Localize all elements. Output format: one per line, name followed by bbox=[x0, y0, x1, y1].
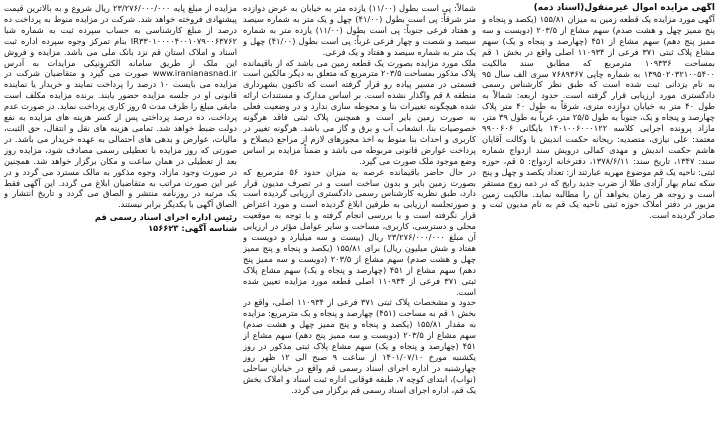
notice-paragraph-2: شمالاً: پی است بطول (۱۱/۰۰) یازده متر به خیابان به عرض دوازده متر شرقاً: پی است بطول (۴۱/۰۰) چهل و یک متر به شماره سیصد و هفتاد فرعی جنوباً: پی است بطول (۱۱/۰۰) یازده متر به شماره سیصد و شصت و چهار فرعی غرباً: پی است بطول (۴۱/۰۰) چهل و یک متر به شماره سیصد و هفتاد و یک فرعی. bbox=[243, 3, 476, 57]
notice-paragraph-3: ملک مورد مزایده بصورت یک قطعه زمین می باشد که از باقیمانده پلاک مذکور بمساحت ۲۰۳/۵ مترمربع که متعلق به دیگر مالکین است قسمتی در مسیر پیاده رو قرار گرفته است که تاکنون بشهرداری منطقه ۸ قم واگذار نشده است. بر اساس مدارک و مستندات ارائه شده هیچگونه تغییرات بنا و محوطه سازی ندارد و در وضعیت فعلی به صورت زمین بایر است و همچنین پلاک ثبتی فاقد هرگونه خصوصیات بنا، انشعاب آب و برق و گاز می باشد. هرگونه تغییر در کاربری و احداث بنا منوط به اخذ مجوزهای لازم از مراجع ذیصلاح و پرداخت عوارض قانونی مربوطه می باشد و ضمناً مزایده بر اساس وضع موجود ملک صورت می گیرد. bbox=[243, 57, 476, 166]
notice-title: آگهی مزایده اموال غیرمنقول(اسناد ذمه) bbox=[533, 3, 715, 13]
notice-paragraph-6: مزایده از مبلغ پایه ۲۳/۲۷۶/۰۰۰/۰۰۰ ریال شروع و به بالاترین قیمت پیشنهادی فروخته خواهد شد. شرکت در مزایده منوط به پرداخت ده درصد از مبلغ کارشناسی به حساب سپرده ثبت به شماره شبا IR۳۳۰۱۰۰۰۰۴۰۰۱۰۷۹۰۰۶۳۷۶۲ بنام تمرکز وجوه سپرده اداره ثبت اسناد و املاک استان قم نزد بانک ملی می باشد. مزایده و فروش این ملک از طریق سامانه الکترونیکی مزایدات به آدرس www.iranianasnad.ir صورت می گیرد و متقاضیان شرکت در مزایده می بایست ۱۰ درصد را پرداخت نمایند و خریدار یا نماینده قانونی او در جلسه مزایده حضور یابند. برنده مزایده مکلف است مابقی مبلغ را ظرف مدت ۵ روز کاری پرداخت نماید. در صورت عدم پرداخت، ده درصد پرداختی پس از کسر هزینه های مزایده به نفع دولت ضبط خواهد شد. تمامی هزینه های نقل و انتقال، حق الثبت، مالیات، عوارض و بدهی های احتمالی به عهده خریدار می باشد. در صورتی که روز مزایده با تعطیلی رسمی مصادف شود، مزایده روز بعد از تعطیلی در همان ساعت و مکان برگزار خواهد شد. همچنین در صورت وجود مازاد، وجوه مذکور به مالک مسترد می گردد و در غیر این صورت مراتب به متقاضیان ابلاغ می گردد. این آگهی فقط یک مرتبه در روزنامه منتشر و الصاق می گردد و تاریخ انتشار و الصاق آگهی با یکدیگر برابر نیستند. bbox=[4, 3, 237, 210]
notice-id: شناسه آگهی: ۱۵۶۶۲۳ bbox=[148, 223, 237, 234]
notice-paragraph-5: حدود و مشخصات پلاک ثبتی ۳۷۱ فرعی از ۱۱۰۹۳۴ اصلی، واقع در بخش ۱ قم به مساحت (۴۵۱) چهارصد و پنجاه و یک مترمربع: مزایده به مقدار ۱۵۵/۸۱ (یکصد و پنجاه و پنج ممیز چهل و هشت صدم) سهم مشاع از ۲۰۳/۵ (دویست و سه ممیز پنج دهم) سهم مشاع از ۴۵۱ (چهارصد و پنجاه و یک) سهم مشاع پلاک ثبتی مذکور در روز یکشنبه مورخ ۱۴۰۱/۰۷/۱۰ از ساعت ۹ صبح الی ۱۲ ظهر روز چهارشنبه در اداره اجرای اسناد رسمی قم واقع در خیابان ساحلی (نواب)، ابتدای کوچه ۷، طبقه فوقانی اداره ثبت اسناد و املاک بخش یک قم، اداره اجرای اسناد رسمی قم برگزار می گردد. bbox=[243, 297, 476, 395]
notice-page bbox=[4, 3, 715, 427]
notice-column-right bbox=[482, 3, 715, 427]
notice-paragraph-1: آگهی مورد مزایده یک قطعه زمین به میزان ۱۵۵/۸۱ (یکصد و پنجاه و پنج ممیز چهل و هشت صدم) سهم مشاع از ۲۰۳/۵ (دویست و سه ممیز پنج دهم) سهم مشاع از ۴۵۱ (چهارصد و پنجاه و یک) سهم مشاع پلاک ثبتی ۳۷۱ فرعی از ۱۱۰۹۳۴ اصلی واقع در بخش ۱ قم بمساحت ۱۰۹۳۳۶ مترمربع که مطابق سند مالکیت ۱۳۹۵۰۲۰۳۲۱۰۰۵۴۰۰ به شماره چاپی ۷۶۸۹۳۶۷ سری الف سال ۹۵ به نام یزدانی ثبت شده است که طبق نظر کارشناس رسمی دادگستری مورد ارزیابی قرار گرفته است. حدود اربعه: شمالاً به طول ۴۰ متر به خیابان دوازده متری، شرقاً به طول ۴۰ متر پلاک چهارصد و پنجاه و یک، جنوباً به طول ۲۵/۵ متر، غرباً به طول ۳۹ متر، مازاد پرونده اجرایی کلاسه ۱۴۰۱۰۰۶۰۰۰۱۲۲ بایگانی ۹۹۰۰۶۰۶ معتمد: علی نیازی، متصدیه: ریحانه حکمت اندیش با وکالت آقایان هاشم حکمت اندیش و مهدی کمالی درویش سند ازدواج شماره سند: ۱۳۴۷، تاریخ سند: ۱۳۷۸/۶/۱۱، دفترخانه ازدواج: ۵ قم، حوزه ثبتی: ناحیه یک قم موضوع مهریه عبارتند از: تعداد یکصد و چهل و پنج سکه تمام بهار آزادی طلا از ضرب جدید رایج که در ذمه زوج مستقر است و زوجه هر زمان بخواهد آن را مطالبه نماید. مالکیت زمین مزبور در دفتر املاک حوزه ثبتی ناحیه یک قم به نام مدیون ثبت و صادر گردیده است. bbox=[482, 14, 715, 221]
notice-column-middle bbox=[243, 3, 476, 427]
notice-signature bbox=[4, 212, 237, 234]
signature-title: رئیس اداره اجرای اسناد رسمی قم bbox=[94, 212, 237, 223]
notice-column-left bbox=[4, 3, 237, 427]
notice-paragraph-4: در حال حاضر باقیمانده عرصه به میزان حدود ۵۶ مترمربع که بصورت زمین بایر و بدون ساخت است و در تصرف مدیون قرار دارد، طبق نظریه کارشناس رسمی دادگستری ارزیابی گردیده است و صورتجلسه ارزیابی به طرفین ابلاغ گردیده است و مورد اعتراض قرار نگرفته است و با بررسی انجام گرفته و با توجه به موقعیت محلی و دسترسی، کاربری، مساحت و سایر عوامل مؤثر در ارزیابی آن مبلغ ۲۳/۲۷۶/۰۰۰/۰۰۰ ریال (بیست و سه میلیارد و دویست و هفتاد و شش میلیون ریال) برای ۱۵۵/۸۱ (یکصد و پنجاه و پنج ممیز چهل و هشت صدم) سهم مشاع از ۲۰۳/۵ (دویست و سه ممیز پنج دهم) سهم مشاع از ۴۵۱ (چهارصد و پنجاه و یک) سهم مشاع پلاک ثبتی ۳۷۱ فرعی از ۱۱۰۹۳۴ اصلی قطعه مورد مزایده تعیین شده است. bbox=[243, 166, 476, 297]
